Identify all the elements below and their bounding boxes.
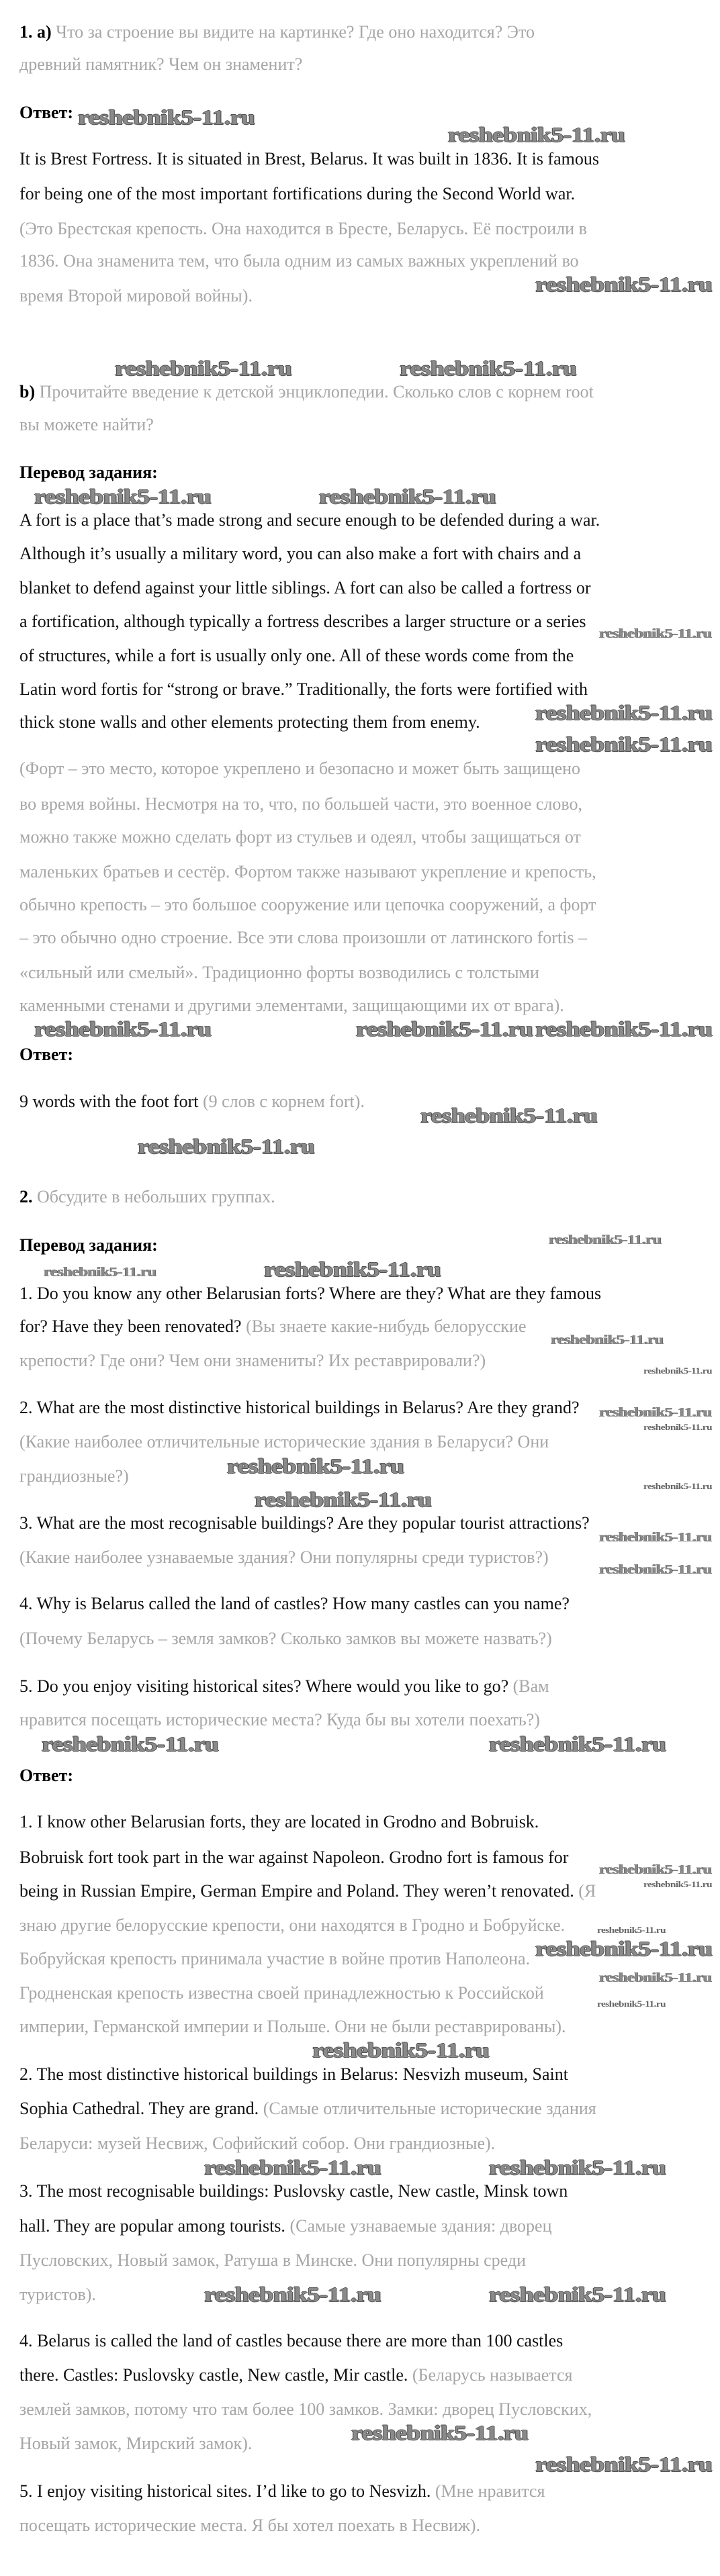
english-text: for being one of the most important fortifications during the Second World war. [19,184,576,203]
bold-label: b) [19,382,36,401]
english-text: 1. I know other Belarusian forts, they are located in Grodno and Bobruisk. [19,1812,539,1831]
english-text: hall. They are popular among tourists. [19,2216,290,2236]
watermark: reshebnik5-11.ru [204,2156,381,2179]
watermark: reshebnik5-11.ru [535,1937,713,1960]
watermark: reshebnik5-11.ru [535,273,713,296]
text-line [19,2017,566,2037]
text-line [19,827,581,847]
text-line [19,679,588,700]
section-heading [19,463,158,483]
watermark: reshebnik5-11.ru [643,1422,713,1432]
russian-translation-text: (Почему Беларусь – земля замков? Сколько замков вы можете назвать?) [19,1629,552,1648]
text-line [19,996,564,1016]
russian-translation-text: землей замков, потому что там более 100 замков. Замки: дворец Пусловских, [19,2399,592,2419]
text-line [19,1513,590,1533]
russian-translation-text: (Я [578,1881,596,1901]
text-line [19,1848,568,1868]
watermark: reshebnik5-11.ru [489,2156,666,2179]
english-text: 2. What are the most distinctive historical buildings in Belarus? Are they grand? [19,1398,580,1417]
english-text: 5. Do you enjoy visiting historical sites? Where would you like to go? [19,1676,513,1696]
watermark: reshebnik5-11.ru [34,485,212,508]
russian-translation-text: обычно крепость – это большое сооружение или цепочка сооружений, а форт [19,895,596,914]
text-line [19,759,580,779]
text-line [19,895,596,915]
russian-translation-text: вы можете найти? [19,415,154,434]
text-line [19,184,575,204]
english-text: 4. Belarus is called the land of castles because there are more than 100 castles [19,2331,564,2350]
russian-translation-text: (9 слов с корнем fort). [202,1092,365,1111]
russian-translation-text: древний памятник? Чем он знаменит? [19,54,303,74]
text-line [19,382,594,402]
russian-translation-text: «сильный или смелый». Традиционно форты возводились с толстыми [19,963,539,982]
watermark: reshebnik5-11.ru [535,1017,713,1041]
text-line [19,1594,570,1614]
watermark: reshebnik5-11.ru [489,2283,666,2306]
text-line [19,2250,526,2271]
english-text: Although it’s usually a military word, you can also make a fort with chairs and a [19,544,582,563]
watermark: reshebnik5-11.ru [351,2421,529,2444]
text-line [19,2399,592,2420]
text-line [19,1398,580,1418]
english-text: 3. What are the most recognisable buildings? Are they popular tourist attractions? [19,1513,590,1533]
russian-translation-text: нравится посещать исторические места? Куда бы вы хотели поехать?) [19,1710,540,1729]
watermark: reshebnik5-11.ru [549,1233,662,1247]
english-text: Latin word fortis for “strong or brave.” Traditionally, the forts were fortified with [19,679,588,699]
russian-translation-text: знаю другие белорусские крепости, они находятся в Гродно и Бобруйске. [19,1915,566,1935]
text-line [19,1317,527,1337]
section-heading [19,1235,158,1255]
russian-translation-text: Прочитайте введение к детской энциклопедии. Сколько слов с корнем root [35,382,594,401]
watermark: reshebnik5-11.ru [599,1405,712,1420]
russian-translation-text: во время войны. Несмотря на то, что, по большей части, это военное слово, [19,794,583,814]
text-line [19,1983,544,2003]
watermark: reshebnik5-11.ru [312,2038,490,2062]
russian-translation-text: Гродненская крепость известна своей принадлежностью к Российской [19,1983,544,2003]
russian-translation-text: (Какие наиболее узнаваемые здания? Они популярны среди туристов?) [19,1547,549,1567]
watermark: reshebnik5-11.ru [643,1366,713,1376]
section-heading [19,1766,73,1786]
text-line [19,612,586,632]
bold-label: 2. [19,1187,33,1206]
russian-translation-text: (Форт – это место, которое укреплено и безопасно и может быть защищено [19,759,581,778]
section-heading [19,1045,73,1065]
section-heading [19,103,73,123]
russian-translation-text: (Это Брестская крепость. Она находится в Бресте, Беларусь. Её построили в [19,219,587,238]
text-line [19,646,574,666]
text-line [19,544,581,564]
russian-translation-text: (Самые отличительные исторические здания [263,2099,596,2118]
text-line [19,1432,549,1452]
watermark: reshebnik5-11.ru [489,1732,666,1756]
watermark: reshebnik5-11.ru [599,626,712,641]
text-line [19,22,535,42]
text-line [19,2434,252,2454]
watermark: reshebnik5-11.ru [597,1925,666,1935]
text-line [19,862,596,882]
english-text: 5. I enjoy visiting historical sites. I’d like to go to Nesvizh. [19,2481,435,2501]
text-line [19,578,591,598]
english-text: a fortification, although typically a fortress describes a larger structure or a series [19,612,586,631]
english-text: being in Russian Empire, German Empire and Poland. They weren’t renovated. [19,1881,579,1901]
watermark: reshebnik5-11.ru [138,1135,315,1158]
text-line [19,2216,552,2236]
watermark: reshebnik5-11.ru [535,701,713,724]
english-text: 9 words with the foot fort [19,1092,203,1111]
english-text: 3. The most recognisable buildings: Puslovsky castle, New castle, Minsk town [19,2181,568,2201]
english-text: blanket to defend against your little siblings. A fort can also be called a fortress or [19,578,591,598]
russian-translation-text: 1836. Она знаменита тем, что была одним из самых важных укреплений во [19,251,579,271]
russian-translation-text: Новый замок, Мирский замок). [19,2434,253,2453]
bold-label: Ответ: [19,103,74,122]
english-text: 4. Why is Belarus called the land of castles? How many castles can you name? [19,1594,570,1613]
watermark: reshebnik5-11.ru [255,1488,432,1511]
english-text: Sophia Cathedral. They are grand. [19,2099,263,2118]
watermark: reshebnik5-11.ru [599,1862,712,1877]
watermark: reshebnik5-11.ru [78,105,255,129]
russian-translation-text: туристов). [19,2285,96,2304]
russian-translation-text: маленьких братьев и сестёр. Фортом также называют укрепление и крепость, [19,862,596,881]
text-line [19,2134,495,2154]
watermark: reshebnik5-11.ru [643,1879,713,1889]
text-line [19,2365,572,2385]
watermark: reshebnik5-11.ru [115,356,292,380]
russian-translation-text: империи, Германской империи и Польше. Они не были реставрированы). [19,2017,566,2036]
text-line [19,415,154,435]
watermark: reshebnik5-11.ru [535,2452,713,2476]
text-line [19,1915,565,1936]
watermark: reshebnik5-11.ru [597,1999,666,2009]
text-line [19,2099,596,2119]
text-line [19,54,302,75]
russian-translation-text: Пусловских, Новый замок, Ратуша в Минске. Они популярны среди [19,2250,527,2270]
text-line [19,1629,552,1649]
bold-label: Перевод задания: [19,1235,158,1255]
text-line [19,794,582,814]
bold-label: 1. а) [19,22,52,42]
text-line [19,1949,530,1969]
text-line [19,1466,129,1486]
english-text: thick stone walls and other elements protecting them from enemy. [19,712,480,732]
watermark: reshebnik5-11.ru [44,1265,156,1280]
text-line [19,2064,568,2085]
watermark: reshebnik5-11.ru [448,123,625,146]
watermark: reshebnik5-11.ru [599,1530,712,1545]
english-text: 2. The most distinctive historical buildings in Belarus: Nesvizh museum, Saint [19,2064,568,2084]
russian-translation-text: каменными стенами и другими элементами, защищающими их от врага). [19,996,564,1015]
english-text: for? Have they been renovated? [19,1317,246,1336]
russian-translation-text: Бобруйская крепость принимала участие в войне против Наполеона. [19,1949,531,1968]
russian-translation-text: (Мне нравится [435,2481,545,2501]
text-line [19,2516,480,2536]
russian-translation-text: (Беларусь называется [412,2365,573,2385]
text-line [19,2181,568,2201]
text-line [19,1812,539,1832]
russian-translation-text: (Вы знаете какие-нибудь белорусские [246,1317,527,1336]
russian-translation-text: время Второй мировой войны). [19,286,253,305]
text-line [19,1187,275,1207]
watermark: reshebnik5-11.ru [420,1104,598,1127]
bold-label: Ответ: [19,1045,74,1064]
text-line [19,1881,596,1901]
text-line [19,712,480,732]
text-line [19,1284,601,1304]
russian-translation-text: крепости? Где они? Чем они знамениты? Их реставрировали?) [19,1351,486,1370]
watermark: reshebnik5-11.ru [42,1732,219,1756]
russian-translation-text: – это обычно одно строение. Все эти слова произошли от латинского fortis – [19,928,588,947]
russian-translation-text: можно также можно сделать форт из стульев и одеял, чтобы защищаться от [19,827,581,847]
russian-translation-text: Беларуси: музей Несвиж, Софийский собор. Они грандиозные). [19,2134,496,2153]
english-text: It is Brest Fortress. It is situated in Brest, Belarus. It was built in 1836. It is famous [19,149,599,169]
russian-translation-text: Что за строение вы видите на картинке? Где оно находится? Это [51,22,535,42]
russian-translation-text: грандиозные?) [19,1466,129,1486]
text-line [19,149,599,169]
watermark: reshebnik5-11.ru [599,1562,712,1577]
russian-translation-text: (Самые узнаваемые здания: дворец [289,2216,552,2236]
russian-translation-text: (Вам [512,1676,549,1696]
watermark: reshebnik5-11.ru [599,1970,712,1985]
russian-translation-text: (Какие наиболее отличительные исторические здания в Беларуси? Они [19,1432,549,1451]
text-line [19,1676,549,1697]
text-line [19,510,600,530]
text-line [19,963,539,983]
watermark: reshebnik5-11.ru [319,485,496,508]
english-text: of structures, while a fort is usually only one. All of these words come from the [19,646,574,665]
text-line [19,2331,563,2351]
watermark: reshebnik5-11.ru [356,1017,533,1041]
watermark: reshebnik5-11.ru [204,2283,381,2306]
bold-label: Ответ: [19,1766,74,1785]
text-line [19,928,587,948]
text-line [19,286,253,306]
watermark: reshebnik5-11.ru [400,356,577,380]
text-line [19,251,579,271]
text-line [19,1351,486,1371]
text-line [19,1710,540,1730]
bold-label: Перевод задания: [19,463,158,482]
text-line [19,1092,365,1112]
russian-translation-text: посещать исторические места. Я бы хотел поехать в Несвиж). [19,2516,481,2535]
english-text: Bobruisk fort took part in the war against Napoleon. Grodno fort is famous for [19,1848,569,1867]
watermark: reshebnik5-11.ru [535,732,713,756]
watermark: reshebnik5-11.ru [34,1017,212,1041]
english-text: A fort is a place that’s made strong and secure enough to be defended during a war. [19,510,600,530]
text-line [19,219,587,239]
watermark: reshebnik5-11.ru [227,1454,404,1478]
russian-translation-text: Обсудите в небольших группах. [32,1187,275,1206]
watermark: reshebnik5-11.ru [264,1257,441,1281]
text-line [19,2481,545,2501]
watermark: reshebnik5-11.ru [551,1333,664,1347]
english-text: there. Castles: Puslovsky castle, New castle, Mir castle. [19,2365,412,2385]
text-line [19,1547,549,1568]
text-line [19,2285,96,2305]
english-text: 1. Do you know any other Belarusian forts? Where are they? What are they famous [19,1284,602,1303]
watermark: reshebnik5-11.ru [643,1481,713,1491]
